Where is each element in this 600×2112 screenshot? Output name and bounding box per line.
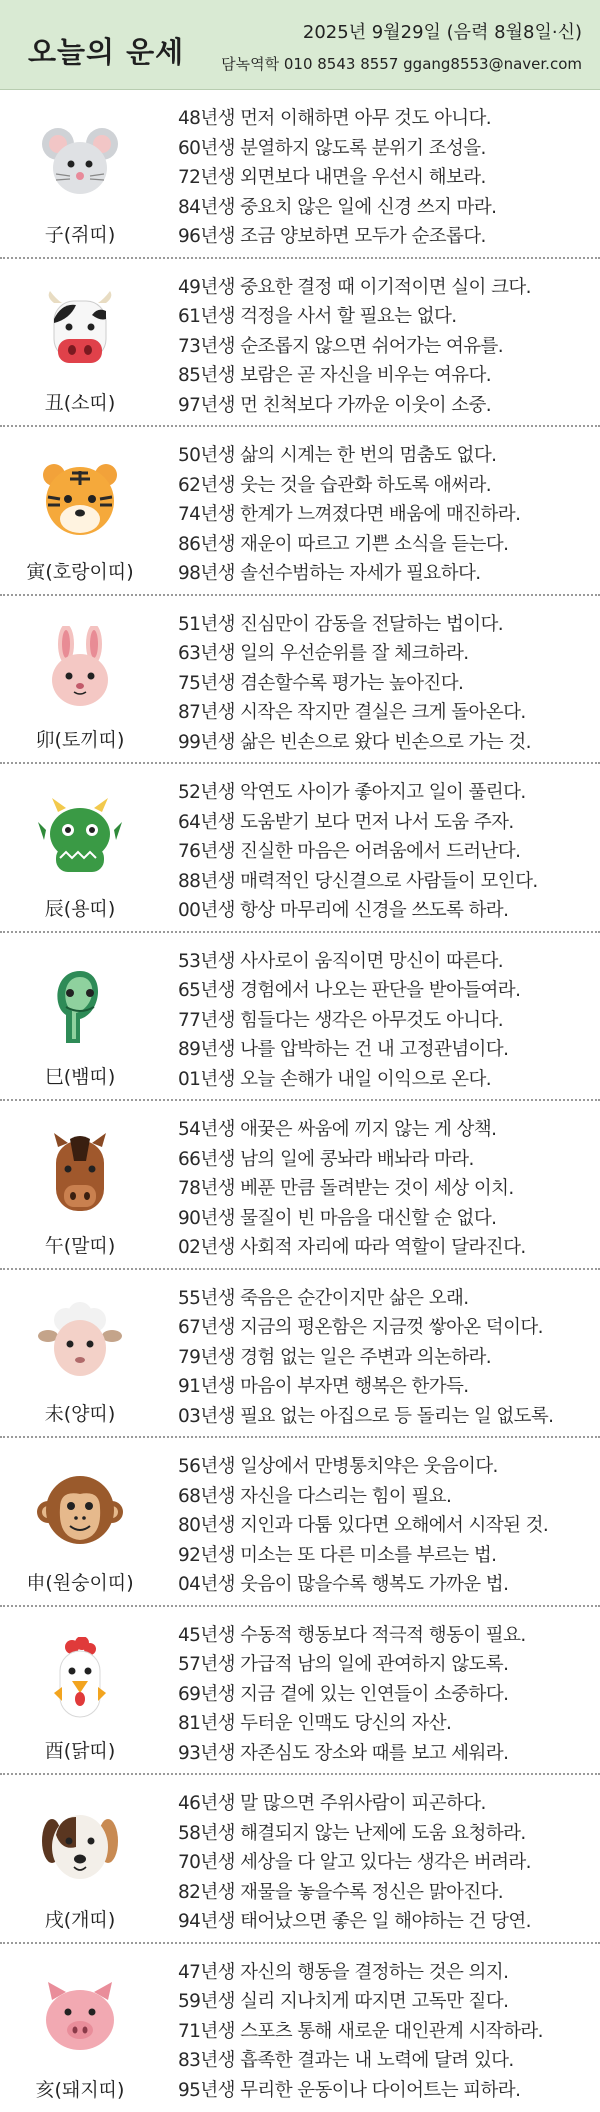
snake-icon [36, 963, 124, 1047]
animal-label: 未(양띠) [44, 1403, 116, 1425]
fortune-line: 97년생 먼 친척보다 가까운 이웃이 소중. [178, 394, 492, 416]
pig-icon [36, 1974, 124, 2058]
animal-label: 辰(용띠) [44, 897, 116, 920]
fortune-line: 92년생 미소는 또 다른 미소를 부르는 법. [178, 1544, 497, 1566]
fortune-line: 67년생 지금의 평온함은 지금껏 쌓아온 덕이다. [178, 1317, 543, 1338]
fortune-line: 53년생 사사로이 움직이면 망신이 따른다. [178, 950, 504, 972]
fortune-line: 69년생 지금 곁에 있는 인연들이 소중하다. [178, 1683, 509, 1705]
fortune-line: 83년생 흡족한 결과는 내 노력에 달려 있다. [178, 2050, 514, 2071]
fortune-row-sheep [0, 1270, 600, 1439]
fortune-list [0, 90, 600, 2112]
fortune-lines [178, 1284, 592, 1432]
fortune-row-cow [0, 259, 600, 428]
fortune-line: 99년생 삶은 빈손으로 왔다 빈손으로 가는 것. [178, 731, 531, 753]
cow-icon [36, 289, 124, 373]
fortune-line: 64년생 도움받기 보다 먼저 나서 도움 주자. [178, 811, 514, 833]
fortune-line: 46년생 말 많으면 주위사람이 피곤하다. [178, 1793, 486, 1814]
animal-label: 卯(토끼띠) [35, 729, 125, 751]
animal-label: 子(쥐띠) [44, 223, 116, 246]
fortune-line: 68년생 자신을 다스리는 힘이 필요. [178, 1485, 452, 1507]
fortune-line: 82년생 재물을 놓을수록 정신은 맑아진다. [178, 1881, 504, 1903]
fortune-row-dog [0, 1775, 600, 1944]
fortune-line: 01년생 오늘 손해가 내일 이익으로 온다. [178, 1068, 492, 1090]
fortune-line: 00년생 항상 마무리에 신경을 쓰도록 하라. [178, 900, 509, 921]
fortune-line: 48년생 먼저 이해하면 아무 것도 아니다. [178, 108, 492, 129]
header [0, 0, 600, 90]
animal-label: 巳(뱀띠) [44, 1066, 116, 1088]
fortune-line: 94년생 태어났으면 좋은 일 해야하는 건 당연. [178, 1911, 531, 1932]
fortune-line: 62년생 웃는 것을 습관화 하도록 애써라. [178, 474, 492, 496]
fortune-line: 47년생 자신의 행동을 결정하는 것은 의지. [178, 1961, 509, 1983]
fortune-line: 71년생 스포츠 통해 새로운 대인관계 시작하라. [178, 2020, 543, 2042]
fortune-line: 59년생 실리 지나치게 따지면 고독만 짙다. [178, 1991, 509, 2012]
rat-icon [36, 120, 124, 204]
fortune-line: 02년생 사회적 자리에 따라 역할이 달라진다. [178, 1237, 526, 1258]
fortune-row-rabbit [0, 596, 600, 765]
fortune-line: 98년생 솔선수범하는 자세가 필요하다. [178, 563, 481, 584]
contact-text: 담녹역학 010 8543 8557 ggang8553@naver.com [221, 55, 582, 73]
fortune-line: 63년생 일의 우선순위를 잘 체크하라. [178, 643, 469, 664]
fortune-row-pig [0, 1944, 600, 2112]
fortune-line: 86년생 재운이 따르고 기쁜 소식을 듣는다. [178, 533, 509, 555]
fortune-line: 78년생 베푼 만큼 돌려받는 것이 세상 이치. [178, 1178, 514, 1199]
fortune-line: 73년생 순조롭지 않으면 쉬어가는 여유를. [178, 335, 504, 357]
monkey-icon [36, 1468, 124, 1552]
fortune-lines [178, 610, 592, 758]
fortune-line: 70년생 세상을 다 알고 있다는 생각은 버려라. [178, 1852, 531, 1873]
fortune-line: 51년생 진심만이 감동을 전달하는 법이다. [178, 613, 504, 635]
fortune-lines [178, 441, 592, 589]
fortune-row-rat [0, 90, 600, 259]
fortune-line: 50년생 삶의 시계는 한 번의 멈춤도 없다. [178, 445, 497, 466]
fortune-line: 85년생 보람은 곧 자신을 비우는 여유다. [178, 365, 492, 386]
fortune-line: 54년생 애꿎은 싸움에 끼지 않는 게 상책. [178, 1119, 497, 1140]
fortune-line: 03년생 필요 없는 아집으로 등 돌리는 일 없도록. [178, 1405, 554, 1427]
fortune-lines [178, 778, 592, 926]
fortune-line: 79년생 경험 없는 일은 주변과 의논하라. [178, 1346, 492, 1368]
fortune-line: 58년생 해결되지 않는 난제에 도움 요청하라. [178, 1822, 526, 1844]
fortune-row-rooster [0, 1607, 600, 1776]
animal-label: 酉(닭띠) [44, 1740, 116, 1762]
fortune-line: 60년생 분열하지 않도록 분위기 조성을. [178, 137, 486, 159]
fortune-line: 74년생 한계가 느껴졌다면 배움에 매진하라. [178, 504, 521, 525]
fortune-row-snake [0, 933, 600, 1102]
fortune-line: 45년생 수동적 행동보다 적극적 행동이 필요. [178, 1624, 526, 1646]
fortune-line: 80년생 지인과 다툼 있다면 오해에서 시작된 것. [178, 1515, 549, 1536]
fortune-line: 93년생 자존심도 장소와 때를 보고 세워라. [178, 1742, 509, 1764]
fortune-row-tiger [0, 427, 600, 596]
fortune-line: 89년생 나를 압박하는 건 내 고정관념이다. [178, 1039, 509, 1060]
fortune-line: 95년생 무리한 운동이나 다이어트는 피하라. [178, 2079, 521, 2101]
fortune-line: 66년생 남의 일에 콩놔라 배놔라 마라. [178, 1148, 474, 1170]
animal-label: 寅(호랑이띠) [26, 560, 134, 583]
fortune-line: 76년생 진실한 마음은 어려움에서 드러난다. [178, 841, 521, 862]
tiger-icon [36, 457, 124, 541]
page-title: 오늘의 운세 [28, 35, 185, 69]
fortune-lines [178, 1958, 592, 2106]
fortune-lines [178, 1621, 592, 1769]
fortune-line: 90년생 물질이 빈 마음을 대신할 순 없다. [178, 1207, 497, 1229]
horse-icon [36, 1131, 124, 1215]
fortune-lines [178, 1789, 592, 1937]
sheep-icon [36, 1300, 124, 1384]
fortune-line: 77년생 힘들다는 생각은 아무것도 아니다. [178, 1009, 504, 1031]
fortune-line: 57년생 가급적 남의 일에 관여하지 않도록. [178, 1654, 509, 1675]
fortune-line: 56년생 일상에서 만병통치약은 웃음이다. [178, 1456, 498, 1477]
fortune-row-dragon [0, 764, 600, 933]
animal-label: 戌(개띠) [44, 1908, 116, 1931]
fortune-line: 52년생 악연도 사이가 좋아지고 일이 풀린다. [178, 782, 526, 803]
fortune-lines [178, 104, 592, 252]
fortune-line: 65년생 경험에서 나오는 판단을 받아들여라. [178, 980, 521, 1001]
dragon-icon [36, 794, 124, 878]
fortune-line: 96년생 조금 양보하면 모두가 순조롭다. [178, 226, 486, 247]
dog-icon [36, 1805, 124, 1889]
animal-label: 丑(소띠) [44, 392, 116, 414]
fortune-line: 61년생 걱정을 사서 할 필요는 없다. [178, 306, 457, 327]
animal-label: 午(말띠) [44, 1234, 116, 1257]
rabbit-icon [36, 626, 124, 710]
fortune-line: 75년생 겸손할수록 평가는 높아진다. [178, 672, 464, 694]
fortune-line: 81년생 두터운 인맥도 당신의 자산. [178, 1713, 452, 1734]
animal-label: 申(원숭이띠) [26, 1571, 134, 1594]
fortune-lines [178, 1452, 592, 1600]
fortune-line: 55년생 죽음은 순간이지만 삶은 오래. [178, 1287, 469, 1309]
fortune-row-monkey [0, 1438, 600, 1607]
fortune-lines [178, 947, 592, 1095]
fortune-lines [178, 1115, 592, 1263]
fortune-line: 88년생 매력적인 당신결으로 사람들이 모인다. [178, 870, 538, 892]
animal-label: 亥(돼지띠) [35, 2079, 125, 2101]
fortune-lines [178, 273, 592, 421]
fortune-line: 91년생 마음이 부자면 행복은 한가득. [178, 1376, 469, 1397]
fortune-line: 49년생 중요한 결정 때 이기적이면 실이 크다. [178, 276, 531, 298]
rooster-icon [36, 1637, 124, 1721]
fortune-line: 72년생 외면보다 내면을 우선시 해보라. [178, 167, 486, 188]
date-text: 2025년 9월29일 (음력 8월8일·신) [302, 22, 582, 43]
fortune-line: 87년생 시작은 작지만 결실은 크게 돌아온다. [178, 702, 526, 723]
fortune-line: 84년생 중요치 않은 일에 신경 쓰지 마라. [178, 196, 497, 218]
fortune-line: 04년생 웃음이 많을수록 행복도 가까운 법. [178, 1574, 509, 1595]
fortune-row-horse [0, 1101, 600, 1270]
